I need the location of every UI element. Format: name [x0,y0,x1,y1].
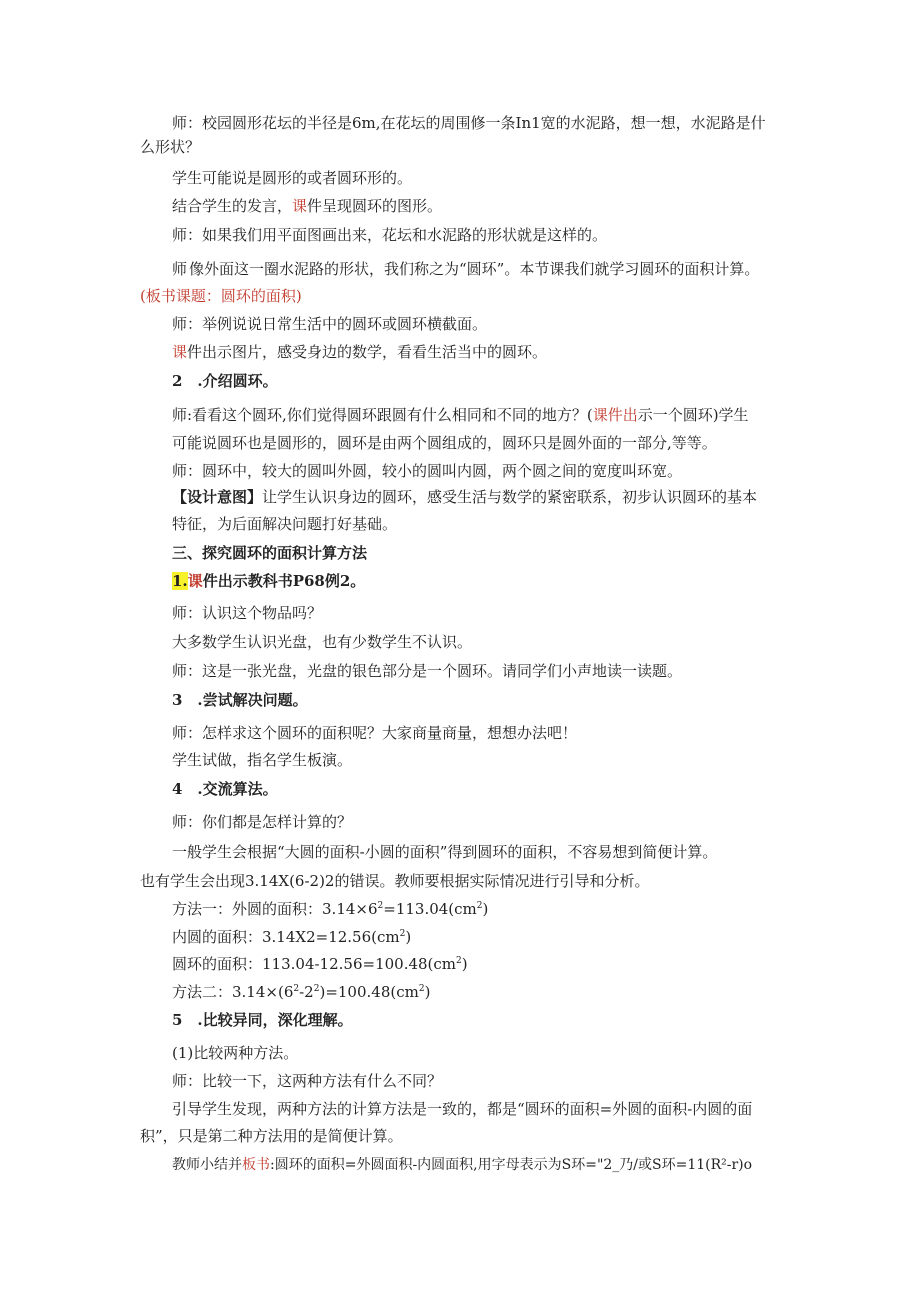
superscript: 2 [399,929,406,939]
paragraph-9: 师：圆环中，较大的圆叫外圆，较小的圆叫内圆，两个圆之间的宽度叫环宽。 [172,462,683,480]
superscript: 2 [418,984,425,994]
paragraph-4: 师：如果我们用平面图画出来，花坛和水泥路的形状就是这样的。 [172,226,608,244]
paragraph-6: 师：举例说说日常生活中的圆环或圆环横截面。 [172,315,488,333]
paragraph-10-line-2: 特征，为后面解决问题打好基础。 [172,515,398,533]
paragraph-10-line-1 [172,487,757,507]
paragraph-8-line-1 [172,405,749,425]
paragraph-21: 师：比较一下，这两种方法有什么不同？ [172,1072,443,1090]
ring-area-line [172,954,468,974]
text: 圆环的面积：113.04-12.56=100.48(cm [172,955,457,973]
superscript: 2 [456,956,462,966]
section-heading-2: 2 .介绍圆环。 [172,372,278,390]
superscript: 2 [476,901,483,911]
paragraph-23 [172,1155,752,1175]
section-heading-5: 4 .交流算法。 [172,780,278,798]
board-title-note: (板书课题：圆环的面积) [140,287,302,305]
text: 方法二：3.14×(6 [172,983,294,1001]
text: 件出示教科书P68例2。 [202,572,366,590]
paragraph-18: 一般学生会根据“大圆的面积-小圆的面积”得到圆环的面积，不容易想到简便计算。 [172,843,718,861]
superscript: 2 [377,901,384,911]
paragraph-22-line-2: 积”，只是第二种方法用的是简便计算。 [140,1127,403,1145]
paragraph-13: 大多数学生认识光盘，也有少数学生不认识。 [172,633,473,651]
paragraph-2: 学生可能说是圆形的或者圆环形的。 [172,169,413,187]
text: 内圆的面积：3.14X2=12.56(cm [172,928,400,946]
text: ) [405,928,412,946]
text: 件呈现圆环的图形。 [307,197,443,215]
paragraph-17: 师：你们都是怎样计算的？ [172,813,353,831]
text: :圆环的面积=外圆面积-内圆面积,用字母表示为S环="2_乃/或S环=11(R²-r)o [270,1157,753,1173]
paragraph-7 [172,342,547,362]
paragraph-14: 师：这是一张光盘，光盘的银色部分是一个圆环。请同学们小声地读一读题。 [172,662,683,680]
paragraph-12: 师：认识这个物品吗？ [172,604,323,622]
paragraph-1-line-1: 师：校园圆形花坛的半径是6m,在花坛的周围修一条In1宽的水泥路，想一想，水泥路是什 [172,114,766,132]
text: =113.04(cm [383,900,477,918]
paragraph-1-line-2: 么形状？ [140,138,201,156]
paragraph-5 [172,259,759,279]
text: ) [461,955,468,973]
text: ) [424,983,431,1001]
text: 让学生认识身边的圆环，感受生活与数学的紧密联系，初步认识圆环的基本 [262,488,758,506]
red-annotation: 课 [172,343,188,361]
paragraph-16: 学生试做，指名学生板演。 [172,751,353,769]
paragraph-15: 师：怎样求这个圆环的面积呢？大家商量商量，想想办法吧！ [172,724,578,742]
text: 示一个圆环)学生 [637,406,749,424]
design-intent-label: 【设计意图】 [172,488,263,506]
paragraph-19: 也有学生会出现3.14X(6-2)2的错误。教师要根据实际情况进行引导和分析。 [140,872,650,890]
section-heading-4: 3 .尝试解决问题。 [172,691,308,709]
text: 件出示图片，感受身边的数学，看看生活当中的圆环。 [187,343,548,361]
section-heading-6: 5 .比较异同，深化理解。 [172,1011,353,1029]
text: -2 [299,983,314,1001]
method-2-line [172,982,430,1002]
text: )=100.48(cm [319,983,419,1001]
red-annotation: 课件出 [592,406,638,424]
text: 师 [172,260,188,278]
superscript: 2 [293,984,300,994]
red-annotation: 课 [292,197,308,215]
text: ) [482,900,489,918]
method-1-line [172,899,488,919]
text: 师:看看这个圆环,你们觉得圆环跟圆有什么相同和不同的地方？( [172,406,593,424]
paragraph-3 [172,196,442,216]
red-annotation: 课 [187,572,203,590]
paragraph-20: (1)比较两种方法。 [172,1044,299,1062]
highlight-number: 1. [172,572,188,590]
paragraph-22-line-1: 引导学生发现，两种方法的计算方法是一致的，都是“圆环的面积=外圆的面积-内圆的面 [172,1100,753,1118]
section-heading-3: 三、探究圆环的面积计算方法 [172,544,368,562]
text: 像外面这一圈水泥路的形状，我们称之为“圆环”。本节课我们就学习圆环的面积计算。 [189,260,760,278]
superscript: 2 [313,984,320,994]
text: 教师小结并 [172,1157,242,1173]
inner-circle-line [172,927,411,947]
text: 结合学生的发言， [172,197,293,215]
paragraph-8-line-2: 可能说圆环也是圆形的，圆环是由两个圆组成的，圆环只是圆外面的一部分,等等。 [172,434,717,452]
paragraph-11 [172,571,365,591]
text: 方法一：外圆的面积：3.14×6 [172,900,378,918]
red-annotation: 板书 [242,1157,270,1173]
